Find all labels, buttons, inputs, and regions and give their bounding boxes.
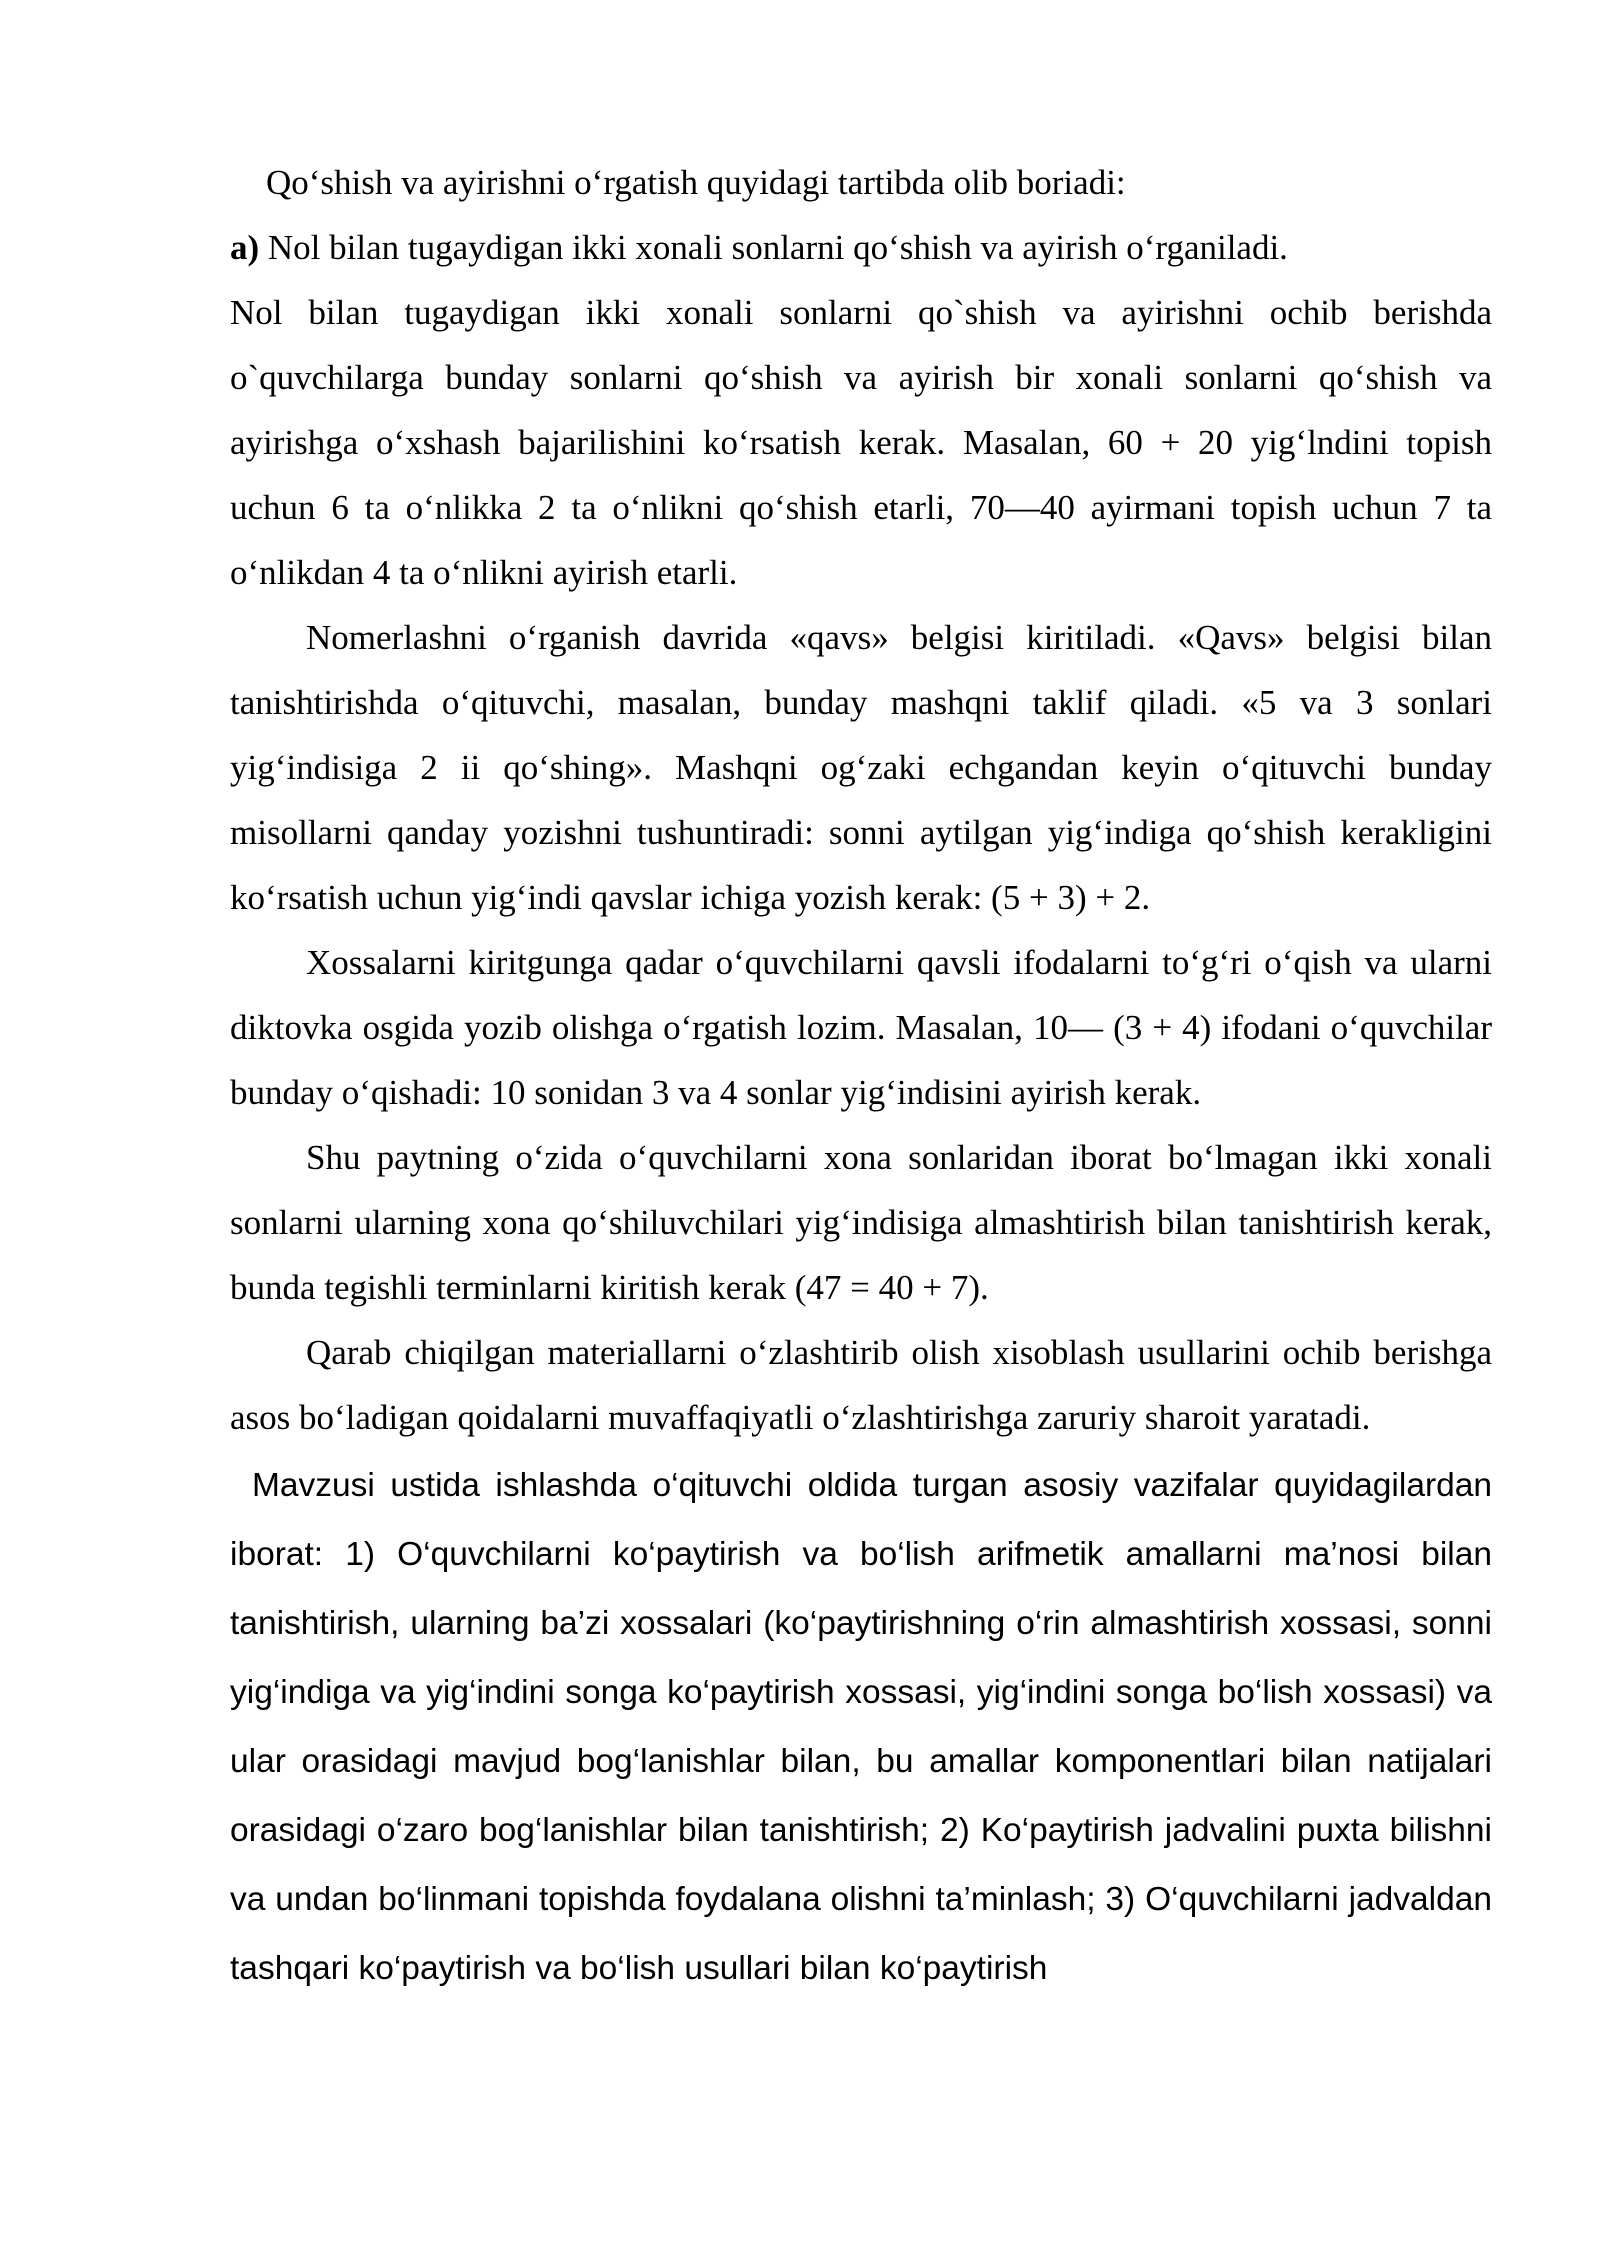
- document-page: [230, 150, 1492, 2003]
- body-paragraph: Mavzusi ustida ishlashda o‘qituvchi oldida turgan asosiy vazifalar quyidagilardan iborat: 1) O‘quvchilarni ko‘paytirish va bo‘lish arifmetik amallarni ma’nosi bilan tanishtirish, ularning ba’zi xossalari (ko‘paytirishning o‘rin almashtirish xossasi, sonni yig‘indiga va yig‘indini songa ko‘paytirish xossasi, yig‘indini songa bo‘lish xossasi) va ular orasidagi mavjud bog‘lanishlar bilan, bu amallar komponentlari bilan natijalari orasidagi o‘zaro bog‘lanishlar bilan tanishtirish; 2) Ko‘paytirish jadvalini puxta bilishni va undan bo‘linmani topishda foydalana olishni ta’minlash; 3) O‘quvchilarni jadvaldan tashqari ko‘paytirish va bo‘lish usullari bilan ko‘paytirish: [230, 1467, 1492, 1987]
- list-item-a: [230, 215, 1492, 280]
- body-paragraph: Xossalarni kiritgunga qadar o‘quvchilarni qavsli ifodalarni to‘g‘ri o‘qish va ularni diktovka osgida yozib olishga o‘rgatish lozim. Masalan, 10— (3 + 4) ifodani o‘quvchilar bunday o‘qishadi: 10 sonidan 3 va 4 sonlar yig‘indisini ayirish kerak.: [230, 943, 1492, 1112]
- list-item-text: Nol bilan tugaydigan ikki xonali sonlarni qo‘shish va ayirish o‘rganiladi.: [259, 228, 1288, 267]
- intro-paragraph: Qo‘shish va ayirishni o‘rgatish quyidagi tartibda olib boriadi:: [266, 163, 1126, 202]
- body-paragraph: Shu paytning o‘zida o‘quvchilarni xona sonlaridan iborat bo‘lmagan ikki xonali sonlarni ularning xona qo‘shiluvchilari yig‘indisiga almashtirish bilan tanishtirish kerak, bunda tegishli terminlarni kiritish kerak (47 = 40 + 7).: [230, 1138, 1492, 1307]
- list-marker: a): [230, 228, 260, 267]
- body-paragraph: Nomerlashni o‘rganish davrida «qavs» belgisi kiritiladi. «Qavs» belgisi bilan tanishtirishda o‘qituvchi, masalan, bunday mashqni taklif qiladi. «5 va 3 sonlari yig‘indisiga 2 ii qo‘shing». Mashqni og‘zaki echgandan keyin o‘qituvchi bunday misollarni qanday yozishni tushuntiradi: sonni aytilgan yig‘indiga qo‘shish kerakligini ko‘rsatish uchun yig‘indi qavslar ichiga yozish kerak: (5 + 3) + 2.: [230, 618, 1492, 917]
- body-paragraph: Qarab chiqilgan materiallarni o‘zlashtirib olish xisoblash usullarini ochib berishga asos bo‘ladigan qoidalarni muvaffaqiyatli o‘zlashtirishga zaruriy sharoit yaratadi.: [230, 1333, 1492, 1437]
- body-paragraph: Nol bilan tugaydigan ikki xonali sonlarni qo`shish va ayirishni ochib berishda o`quvchilarga bunday sonlarni qo‘shish va ayirish bir xonali sonlarni qo‘shish va ayirishga o‘xshash bajarilishini ko‘rsatish kerak. Masalan, 60 + 20 yig‘lndini topish uchun 6 ta o‘nlikka 2 ta o‘nlikni qo‘shish etarli, 70—40 ayirmani topish uchun 7 ta o‘nlikdan 4 ta o‘nlikni ayirish etarli.: [230, 293, 1492, 592]
